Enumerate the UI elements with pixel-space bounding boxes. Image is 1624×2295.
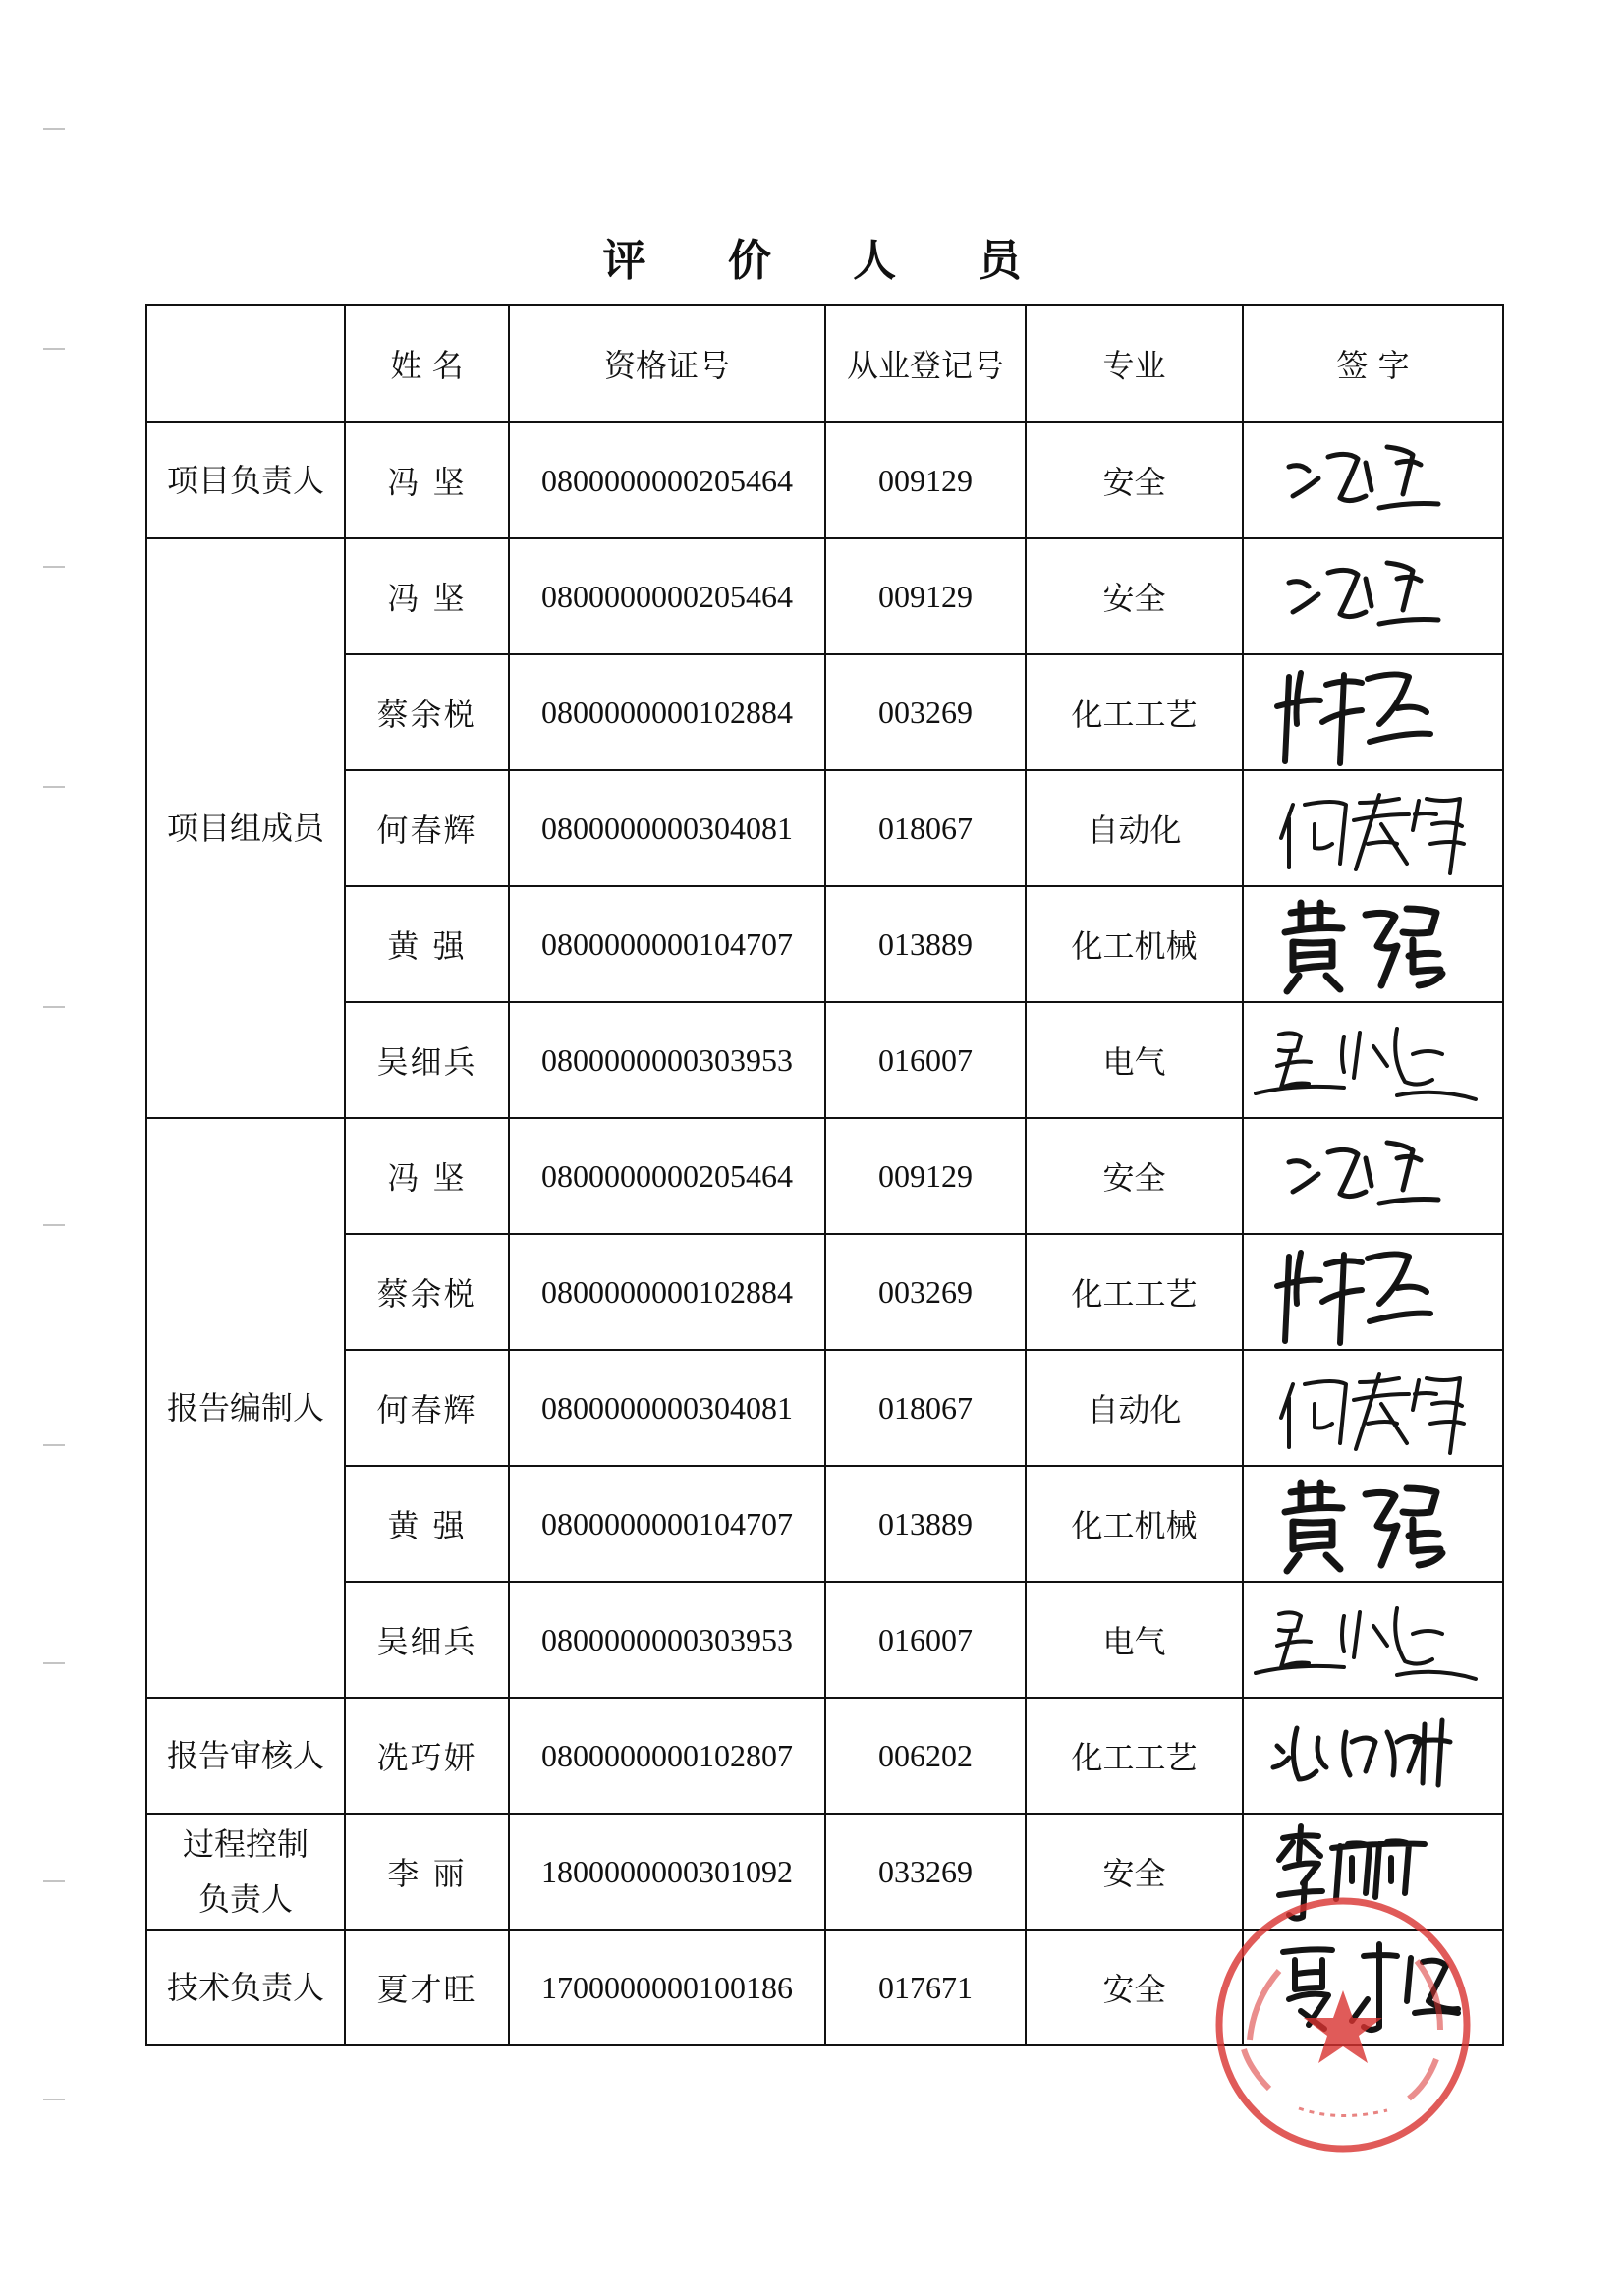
company-seal	[1210, 1892, 1476, 2157]
handwritten-signature	[1250, 1703, 1505, 1811]
name-cell: 吴细兵	[345, 1582, 509, 1698]
signature-cell	[1243, 1002, 1503, 1118]
signature-cell	[1243, 654, 1503, 770]
header-specialty: 专业	[1026, 305, 1243, 422]
signature-cell	[1243, 1698, 1503, 1814]
certificate-cell: 0800000000205464	[509, 422, 825, 538]
name-cell: 冼巧妍	[345, 1698, 509, 1814]
signature-cell	[1243, 422, 1503, 538]
role-cell	[146, 1814, 345, 1930]
handwritten-signature	[1250, 1587, 1505, 1695]
specialty-cell: 自动化	[1026, 770, 1243, 886]
table-row	[146, 422, 1503, 538]
signature-cell	[1243, 770, 1503, 886]
specialty-cell: 化工工艺	[1026, 1234, 1243, 1350]
role-cell: 项目负责人	[146, 422, 345, 538]
name-cell: 冯 坚	[345, 422, 509, 538]
header-role	[146, 305, 345, 422]
staff-table	[145, 304, 1504, 2046]
handwritten-signature	[1250, 1007, 1505, 1115]
header-certificate: 资格证号	[509, 305, 825, 422]
specialty-cell: 化工机械	[1026, 886, 1243, 1002]
handwritten-signature	[1250, 1471, 1505, 1579]
registration-cell: 018067	[825, 1350, 1026, 1466]
signature-cell	[1243, 1466, 1503, 1582]
name-cell: 夏才旺	[345, 1930, 509, 2045]
name-cell: 蔡余棁	[345, 654, 509, 770]
role-line: 过程控制	[182, 1825, 308, 1863]
handwritten-signature	[1250, 1355, 1505, 1463]
specialty-cell: 安全	[1026, 1814, 1243, 1930]
signature-cell	[1243, 1118, 1503, 1234]
certificate-cell: 0800000000303953	[509, 1002, 825, 1118]
certificate-cell: 0800000000304081	[509, 770, 825, 886]
registration-cell: 013889	[825, 1466, 1026, 1582]
certificate-cell: 0800000000303953	[509, 1582, 825, 1698]
certificate-cell: 0800000000104707	[509, 886, 825, 1002]
registration-cell: 003269	[825, 654, 1026, 770]
certificate-cell: 0800000000205464	[509, 1118, 825, 1234]
page-title: 评 价 人 员	[602, 236, 1055, 286]
name-cell: 何春辉	[345, 1350, 509, 1466]
specialty-cell: 化工工艺	[1026, 654, 1243, 770]
header-registration: 从业登记号	[825, 305, 1026, 422]
certificate-cell: 0800000000205464	[509, 538, 825, 654]
table-row	[146, 1350, 1503, 1466]
signature-cell	[1243, 1234, 1503, 1350]
certificate-cell: 0800000000102807	[509, 1698, 825, 1814]
margin-mark	[43, 786, 65, 788]
handwritten-signature	[1250, 1123, 1505, 1231]
specialty-cell: 安全	[1026, 1118, 1243, 1234]
registration-cell: 033269	[825, 1814, 1026, 1930]
name-cell: 李 丽	[345, 1814, 509, 1930]
margin-mark	[43, 566, 65, 568]
handwritten-signature	[1250, 427, 1505, 535]
specialty-cell: 安全	[1026, 538, 1243, 654]
margin-mark	[43, 2099, 65, 2100]
specialty-cell: 电气	[1026, 1582, 1243, 1698]
role-line: 负责人	[197, 1880, 293, 1918]
name-cell: 冯 坚	[345, 1118, 509, 1234]
role-cell: 技术负责人	[146, 1930, 345, 2045]
registration-cell: 017671	[825, 1930, 1026, 2045]
specialty-cell: 安全	[1026, 1930, 1243, 2045]
specialty-cell: 自动化	[1026, 1350, 1243, 1466]
role-cell: 项目组成员	[146, 538, 345, 1118]
signature-cell	[1243, 1350, 1503, 1466]
table-row	[146, 1582, 1503, 1698]
certificate-cell: 1700000000100186	[509, 1930, 825, 2045]
handwritten-signature	[1250, 891, 1505, 999]
name-cell: 黄 强	[345, 1466, 509, 1582]
name-cell: 冯 坚	[345, 538, 509, 654]
header-name: 姓 名	[345, 305, 509, 422]
certificate-cell: 0800000000104707	[509, 1466, 825, 1582]
registration-cell: 013889	[825, 886, 1026, 1002]
margin-mark	[43, 1880, 65, 1882]
table-row	[146, 886, 1503, 1002]
table-row	[146, 770, 1503, 886]
specialty-cell: 化工机械	[1026, 1466, 1243, 1582]
name-cell: 黄 强	[345, 886, 509, 1002]
registration-cell: 016007	[825, 1582, 1026, 1698]
registration-cell: 009129	[825, 538, 1026, 654]
registration-cell: 009129	[825, 1118, 1026, 1234]
table-row	[146, 654, 1503, 770]
table-row	[146, 1698, 1503, 1814]
role-cell: 报告审核人	[146, 1698, 345, 1814]
handwritten-signature	[1250, 543, 1505, 651]
margin-mark	[43, 1444, 65, 1446]
handwritten-signature	[1250, 659, 1505, 767]
signature-cell	[1243, 538, 1503, 654]
margin-mark	[43, 1662, 65, 1664]
margin-mark	[43, 1006, 65, 1008]
margin-mark	[43, 348, 65, 350]
seal-number-mark	[1299, 2108, 1387, 2116]
handwritten-signature	[1250, 775, 1505, 883]
table-row	[146, 1234, 1503, 1350]
handwritten-signature	[1250, 1239, 1505, 1347]
name-cell: 蔡余棁	[345, 1234, 509, 1350]
certificate-cell: 1800000000301092	[509, 1814, 825, 1930]
specialty-cell: 电气	[1026, 1002, 1243, 1118]
header-signature: 签 字	[1243, 305, 1503, 422]
name-cell: 何春辉	[345, 770, 509, 886]
margin-mark	[43, 128, 65, 130]
signature-cell	[1243, 1582, 1503, 1698]
table-row	[146, 1466, 1503, 1582]
registration-cell: 006202	[825, 1698, 1026, 1814]
table-row	[146, 538, 1503, 654]
specialty-cell: 安全	[1026, 422, 1243, 538]
registration-cell: 009129	[825, 422, 1026, 538]
table-row	[146, 1002, 1503, 1118]
certificate-cell: 0800000000304081	[509, 1350, 825, 1466]
certificate-cell: 0800000000102884	[509, 654, 825, 770]
name-cell: 吴细兵	[345, 1002, 509, 1118]
registration-cell: 016007	[825, 1002, 1026, 1118]
seal-star-icon	[1304, 1990, 1382, 2063]
header-row	[146, 305, 1503, 422]
signature-cell	[1243, 886, 1503, 1002]
registration-cell: 003269	[825, 1234, 1026, 1350]
table-row	[146, 1118, 1503, 1234]
certificate-cell: 0800000000102884	[509, 1234, 825, 1350]
role-cell: 报告编制人	[146, 1118, 345, 1698]
registration-cell: 018067	[825, 770, 1026, 886]
margin-mark	[43, 1224, 65, 1226]
specialty-cell: 化工工艺	[1026, 1698, 1243, 1814]
